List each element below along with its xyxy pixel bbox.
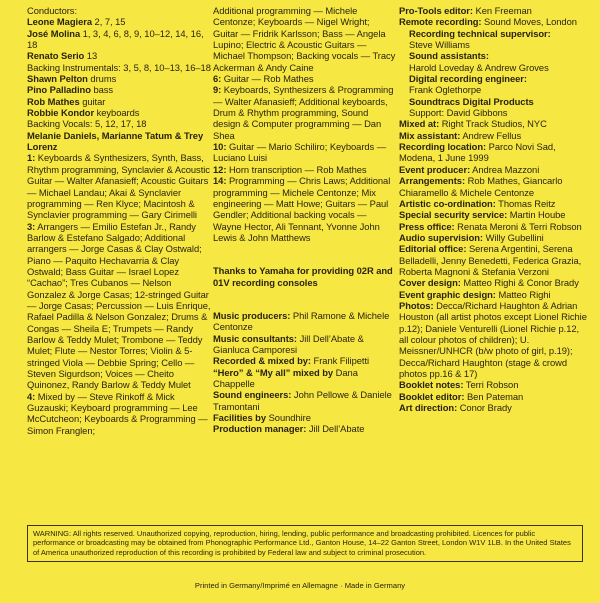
credit-names: Dana Chappelle (213, 366, 358, 389)
credit-names: Andrea Mazzoni (470, 163, 540, 175)
credit-names: Matteo Righi & Conor Brady (460, 277, 579, 289)
credit-line (27, 73, 211, 84)
credit-role: Special security service: (399, 209, 508, 221)
credit-role: 4: (27, 390, 36, 402)
credit-line (213, 141, 396, 164)
credits-column-1 (27, 5, 211, 436)
credit-role: Remote recording: (399, 16, 482, 28)
credit-names: Conor Brady (457, 402, 512, 414)
yamaha-thanks: Thanks to Yamaha for providing 02R and 01V recording consoles (213, 265, 393, 288)
credit-line (399, 118, 589, 129)
credit-line (213, 175, 396, 243)
credit-line (213, 84, 396, 141)
credit-line (399, 402, 589, 413)
credit-names: Thomas Reitz (495, 197, 556, 209)
credit-role: Mixed at: (399, 118, 440, 130)
credits-column-2-production (213, 310, 396, 435)
credit-line (399, 300, 589, 379)
credit-line (27, 221, 211, 391)
credits-column-2-musicians (213, 5, 396, 243)
credit-line (213, 310, 396, 333)
printed-in-germany: Printed in Germany/Imprimé en Allemagne · Made in Germany (194, 581, 406, 590)
credit-role: Arrangements: (399, 175, 466, 187)
credit-role: Production manager: (213, 423, 307, 435)
credit-names: Jill Dell’Abate & Gianluca Camporesi (213, 332, 364, 355)
credit-line (399, 130, 589, 141)
credit-names: Support: David Gibbons (409, 107, 508, 119)
credit-names: Programming — Chris Laws; Additional programming — Michele Centonze; Mix engineering — Matt Howe; Guitars — Paul Gendler; Additional backing vocals — Wayne Hector, Ali Tennant, Yvonne John Lewis & John Matthews (213, 175, 391, 243)
credit-names: Soundhire (266, 412, 311, 423)
credit-line (399, 5, 589, 16)
credit-role: Pro-Tools editor: (399, 5, 473, 16)
credit-line (213, 73, 396, 84)
credit-role: Mix assistant: (399, 129, 461, 141)
credit-role: Art direction: (399, 402, 458, 414)
credit-line (399, 39, 589, 50)
credit-line (399, 379, 589, 390)
credit-names: Guitar — Mario Schiliro; Keyboards — Luciano Luisi (213, 141, 387, 164)
credit-role: Booklet notes: (399, 379, 464, 391)
credit-names: Jill Dell’Abate (306, 423, 365, 435)
credit-names: drums (87, 73, 117, 85)
credit-role: Booklet editor: (399, 390, 465, 402)
credit-role: Pino Palladino (27, 84, 91, 96)
credit-line (399, 391, 589, 402)
credit-line (213, 333, 396, 356)
credit-line (399, 198, 589, 209)
credit-line (213, 355, 396, 366)
credit-names: Ken Freeman (472, 5, 532, 16)
credit-line (27, 107, 211, 118)
credit-line (27, 152, 211, 220)
credit-role: Editorial office: (399, 243, 467, 255)
credit-names: 1, 3, 4, 6, 8, 9, 10–12, 14, 16, 18 (27, 27, 204, 51)
credit-line (27, 391, 211, 436)
credit-line (399, 289, 589, 300)
credit-role: Music consultants: (213, 332, 298, 344)
credit-role: Shawn Pelton (27, 73, 88, 85)
credit-names: Parco Novi Sad, Modena, 1 June 1999 (399, 141, 556, 164)
credit-names: Martin Hoube (507, 209, 566, 221)
credit-line (27, 5, 211, 16)
credit-line (27, 118, 211, 129)
credit-line (399, 84, 589, 95)
credit-names: Harold Loveday & Andrew Groves (409, 61, 549, 73)
credit-names: Horn transcription — Rob Mathes (226, 163, 367, 175)
credit-names: Ben Pateman (464, 390, 524, 402)
credit-line (399, 243, 589, 277)
credit-role: 1: (27, 152, 36, 164)
credit-names: Willy Gubellini (483, 231, 544, 243)
credit-line (399, 164, 589, 175)
credit-names: keyboards (94, 107, 140, 119)
credit-line (27, 96, 211, 107)
credit-role: Music producers: (213, 309, 291, 321)
credit-names: Additional programming — Michele Centonze; Keyboards — Nigel Wright; Guitar — Fridrik Karlsson; Bass — Angela Lupino; Electric & Acoustic Guitars — Michael Thompson; Backing vocals — Tracy Ackerman & Andy Caine (213, 5, 396, 73)
credit-line (27, 28, 211, 51)
credit-role: José Molina (27, 27, 81, 39)
credit-role: Press office: (399, 220, 455, 232)
credit-names: Right Track Studios, NYC (439, 118, 547, 130)
credit-role: 9: (213, 84, 222, 96)
credit-role: Recording technical supervisor: (409, 27, 551, 39)
credit-line (399, 96, 589, 107)
credit-line (27, 62, 211, 73)
credit-role: Melanie Daniels, Marianne Tatum & Trey Lorenz (27, 129, 204, 153)
credit-line (399, 232, 589, 243)
credit-role: Cover design: (399, 277, 461, 289)
credit-line (399, 141, 589, 164)
credit-role: “Hero” & “My all” mixed by (213, 366, 334, 378)
credit-role: 12: (213, 163, 227, 175)
credit-role: Photos: (399, 299, 434, 311)
credit-names: Rob Mathes, Giancarlo Chiaramello & Michele Centonze (399, 175, 563, 198)
credits-column-2 (213, 5, 396, 435)
credit-role: Renato Serio (27, 50, 85, 62)
credit-line (213, 367, 396, 390)
credit-role: Digital recording engineer: (409, 73, 527, 85)
credit-role: Leone Magiera (27, 16, 92, 28)
credit-names: Frank Oglethorpe (409, 84, 482, 96)
credit-role: Sound engineers: (213, 389, 292, 401)
credit-line (399, 221, 589, 232)
credit-names: Sound Moves, London (481, 16, 577, 28)
credit-role: Recorded & mixed by: (213, 355, 311, 367)
credit-role: Artistic co-ordination: (399, 197, 496, 209)
credit-names: Frank Filipetti (310, 355, 370, 367)
credit-line (399, 50, 589, 61)
credit-line (399, 73, 589, 84)
credit-line (27, 16, 211, 27)
credit-role: 6: (213, 73, 222, 85)
credits-column-3 (399, 5, 589, 413)
credit-names: Backing Instrumentals: 3, 5, 8, 10–13, 16–18 (27, 61, 211, 73)
credit-names: Terri Robson (463, 379, 519, 391)
credit-names: Decca/Richard Haughton & Adrian Houston (all artist photos except Lionel Richie p.12); Daniele Venturelli (Lionel Richie p.12, all colour photos of children); U. Meissner/UNHCR (b/w photo of girl, p.19); Decca/Richard Haughton (stage & crowd photos pp.16 & 17) (399, 299, 587, 379)
credit-line (213, 412, 396, 423)
copyright-warning: WARNING: All rights reserved. Unauthorized copying, reproduction, hiring, lending, public performance and broadcasting prohibited. Licences for public performance or broadcasting may be obtained from Phonographic Performance Ltd., Ganton House, 14–22 Ganton Street, London W1V 1LB. In the United States of America unauthorized reproduction of this recording is prohibited by Federal law and subject to criminal prosecution. (27, 525, 583, 562)
credit-names: Keyboards & Synthesizers, Synth, Bass, Rhythm programming, Synclavier & Acoustic Guitar — Walter Afanasieff; Acoustic Guitars — Michael Landau; Akai & Synclavier programming — Ren Klyce; Macintosh & Synclavier programming — Gary Cirimelli (27, 152, 210, 221)
credit-names: Conductors: (27, 5, 77, 16)
credit-role: Audio supervision: (399, 231, 484, 243)
credit-names: 2, 7, 15 (92, 16, 126, 28)
credit-role: Sound assistants: (409, 50, 489, 62)
credit-names: 13 (84, 50, 98, 62)
credit-names: Arrangers — Emilio Estefan Jr., Randy Barlow & Estefano Salgado; Additional arrangers — Jorge Casas & Clay Ostwald; Piano — Paquito Hechavarria & Clay Ostwald; Bass Guitar — Israel Lopez “Cachao”; Tres Cubanos — Nelson Gonzalez & Jorge Casas; 12-stringed Guitar — Jorge Casas; Percussion — Luis Enrique, Rafael Padilla & Nelson Gonzalez; Drums & Congas — Sheila E; Trumpets — Randy Barlow & Teddy Mulet; Trombone — Teddy Mulet; Flute — Nestor Torres; Violin & 5-stringed Viola — Debbie Spring; Cello — Steven Sigurdson; Voices — Cheito Quinonez, Randy Barlow & Teddy Mulet (27, 220, 211, 391)
credit-role: Event producer: (399, 163, 471, 175)
credit-names: Serena Argentini, Serena Belladelli, Jenny Benedetti, Federica Grazia, Roberta Magnoni & Stefania Verzoni (399, 243, 582, 277)
credit-role: Robbie Kondor (27, 107, 95, 119)
credit-role: Facilities by (213, 412, 267, 423)
credit-line (27, 50, 211, 61)
credit-role: 3: (27, 220, 36, 232)
credit-names: Andrew Fellus (460, 129, 522, 141)
credit-names: bass (90, 84, 114, 96)
credit-names: Guitar — Rob Mathes (221, 73, 314, 85)
credit-line (213, 423, 396, 434)
credit-line (213, 389, 396, 412)
credit-line (399, 209, 589, 220)
credit-role: 10: (213, 141, 227, 153)
credit-role: 14: (213, 175, 227, 187)
credit-line (213, 164, 396, 175)
credit-line (399, 28, 589, 39)
credit-role: Soundtracs Digital Products (409, 95, 534, 107)
credit-role: Event graphic design: (399, 288, 496, 300)
credit-line (399, 277, 589, 288)
credit-line (213, 5, 396, 73)
credit-names: Backing Vocals: 5, 12, 17, 18 (27, 118, 147, 130)
credit-names: Phil Ramone & Michele Centonze (213, 309, 390, 333)
credit-names: Renata Meroni & Terri Robson (454, 220, 582, 232)
credit-line (399, 175, 589, 198)
credit-names: Keyboards, Synthesizers & Programming — Walter Afanasieff; Additional keyboards, Drum & Rhythm programming, Sound design & Computer programming — Dan Shea (213, 84, 394, 141)
credit-names: Matteo Righi (495, 288, 551, 300)
credit-role: Recording location: (399, 141, 487, 153)
credit-line (399, 62, 589, 73)
credit-line (27, 84, 211, 95)
credit-names: Mixed by — Steve Rinkoff & Mick Guzauski; Keyboard programming — Lee McCutcheon; Keyboards & Programming — Simon Franglen; (27, 390, 208, 436)
credit-names: John Pellowe & Daniele Tramontani (213, 389, 392, 412)
credit-line (399, 16, 589, 27)
credit-names: Steve Williams (409, 39, 470, 51)
credit-line (27, 130, 211, 153)
credit-names: guitar (79, 95, 106, 107)
credit-line (399, 107, 589, 118)
credit-role: Rob Mathes (27, 95, 80, 107)
